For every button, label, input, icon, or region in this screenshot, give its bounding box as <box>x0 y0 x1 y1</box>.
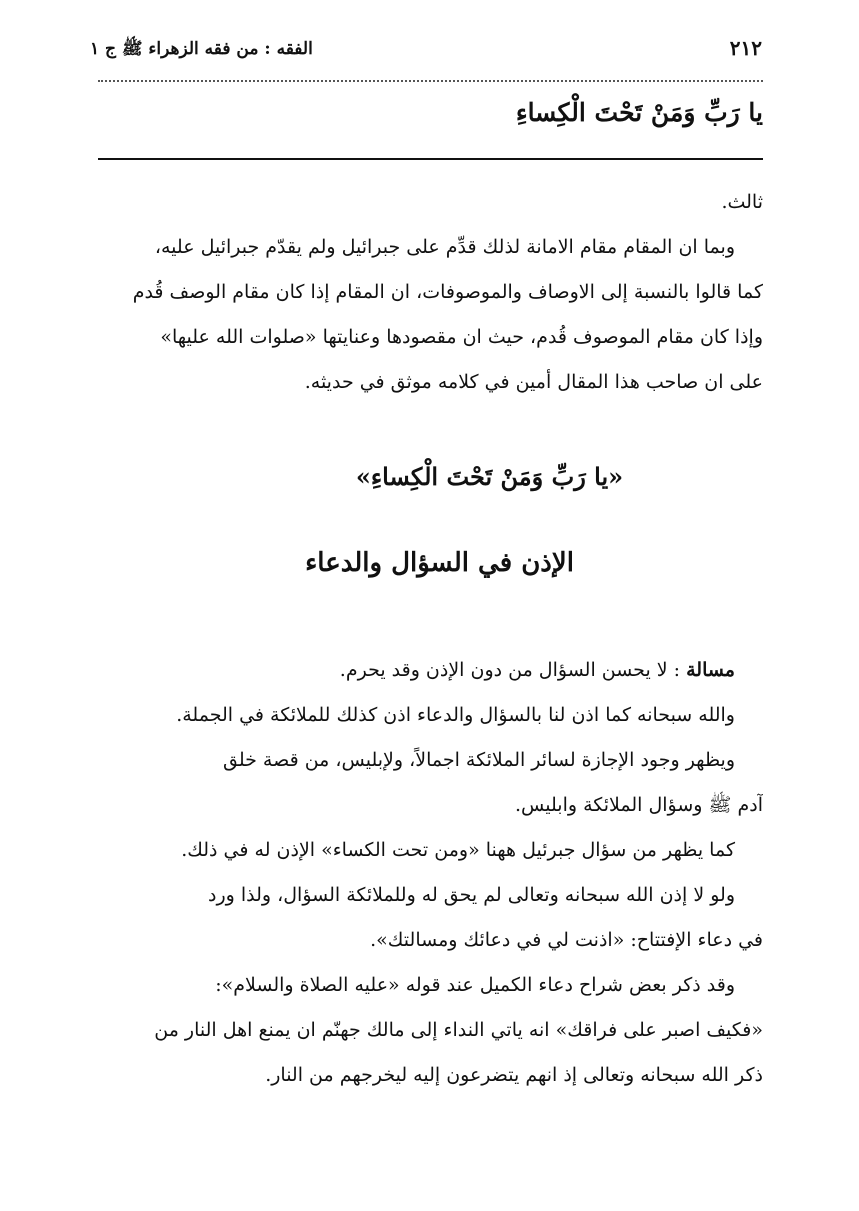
page-number: ٢١٢ <box>729 36 762 60</box>
text-line: ثالث. <box>721 191 763 213</box>
text-line: كما يظهر من سؤال جبرئيل ههنا «ومن تحت الكساء» الإذن له في ذلك. <box>181 839 735 861</box>
text-line: ولو لا إذن الله سبحانه وتعالى لم يحق له وللملائكة السؤال، ولذا ورد <box>208 884 735 906</box>
text-line: «فكيف اصبر على فراقك» انه ياتي النداء إلى مالك جهنّم ان يمنع اهل النار من <box>154 1019 763 1041</box>
header-dotted-divider <box>98 80 763 82</box>
text-line: وبما ان المقام مقام الامانة لذلك قدِّم على جبرائيل ولم يقدّم جبرائيل عليه، <box>154 236 735 258</box>
text-line: آدم ﷺ وسؤال الملائكة وابليس. <box>515 794 763 816</box>
masala-first-text: : لا يحسن السؤال من دون الإذن وقد يحرم. <box>339 659 687 681</box>
masala-section <box>94 648 763 1098</box>
text-line: وقد ذكر بعض شراح دعاء الكميل عند قوله «عليه الصلاة والسلام»: <box>215 974 735 996</box>
text-line: والله سبحانه كما اذن لنا بالسؤال والدعاء اذن كذلك للملائكة في الجملة. <box>176 704 735 726</box>
section-label: يا رَبِّ وَمَنْ تَحْتَ الْكِساءِ <box>515 98 763 127</box>
masala-label: مسالة <box>686 659 735 681</box>
paragraph-1 <box>94 180 763 405</box>
quote-title: «يا رَبِّ وَمَنْ تَحْتَ الْكِساءِ» <box>355 462 624 491</box>
text-line: ذكر الله سبحانه وتعالى إذ انهم يتضرعون إليه ليخرجهم من النار. <box>265 1064 763 1086</box>
running-title: الفقه : من فقه الزهراء ﷺ ج ١ <box>90 39 313 59</box>
text-line: في دعاء الإفتتاح: «اذنت لي في دعائك ومسالتك». <box>370 929 763 951</box>
text-line: كما قالوا بالنسبة إلى الاوصاف والموصوفات، ان المقام إذا كان مقام الوصف قُدم <box>132 281 763 303</box>
text-line: وإذا كان مقام الموصوف قُدم، حيث ان مقصودها وعنايتها «صلوات الله عليها» <box>160 326 763 348</box>
chapter-heading: الإذن في السؤال والدعاء <box>305 548 574 578</box>
text-line: ويظهر وجود الإجازة لسائر الملائكة اجمالاً، ولإبليس، من قصة خلق <box>223 749 735 771</box>
section-rule <box>98 158 763 160</box>
text-line: على ان صاحب هذا المقال أمين في كلامه موثق في حديثه. <box>304 371 763 393</box>
masala-first-line <box>94 648 763 693</box>
